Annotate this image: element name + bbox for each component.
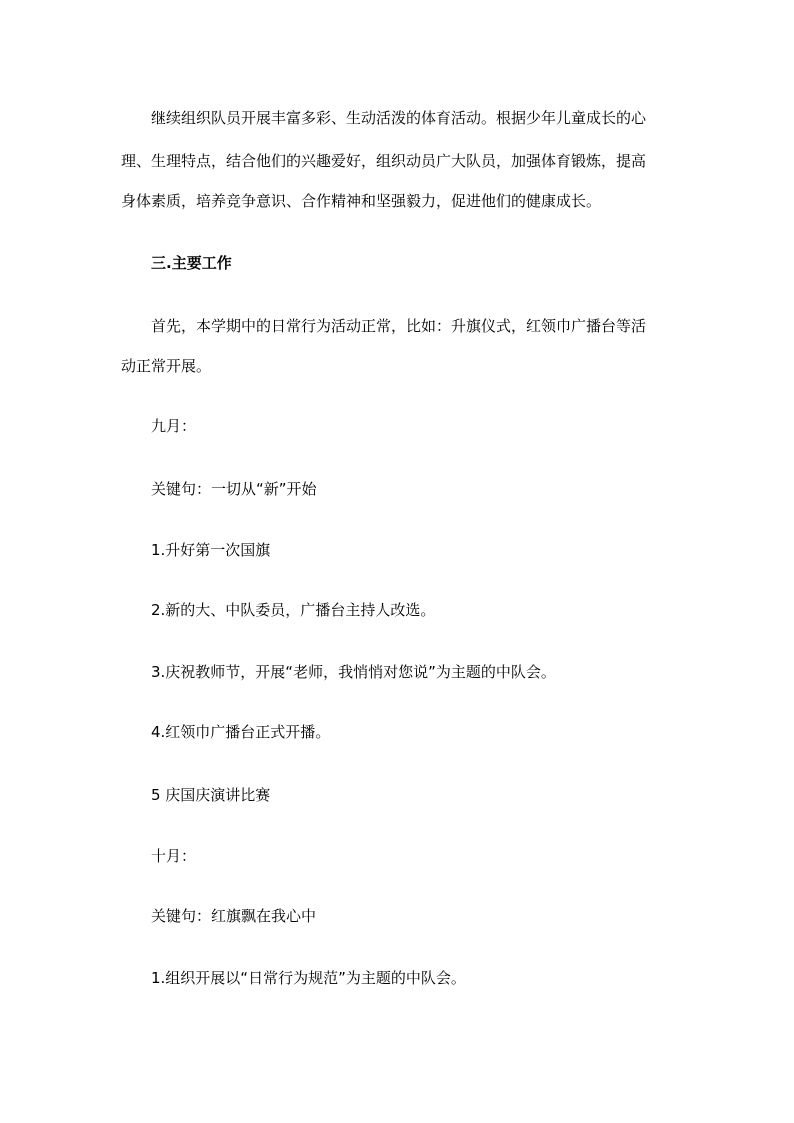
september-item: 1.升好第一次国旗 bbox=[151, 541, 271, 559]
september-item: 5 庆国庆演讲比赛 bbox=[151, 786, 271, 804]
paragraph-1-line-1: 继续组织队员开展丰富多彩、生动活泼的体育活动。根据少年儿童成长的心 bbox=[151, 109, 647, 127]
section-heading: 三.主要工作 bbox=[151, 254, 232, 272]
september-item: 2.新的大、中队委员，广播台主持人改选。 bbox=[151, 601, 436, 619]
october-label: 十月： bbox=[151, 847, 197, 865]
september-item: 4.红领巾广播台正式开播。 bbox=[151, 723, 331, 741]
paragraph-1-line-2: 理、生理特点，结合他们的兴趣爱好，组织动员广大队员，加强体育锻炼，提高 bbox=[121, 152, 647, 170]
september-keyword: 关键句：一切从“新”开始 bbox=[151, 480, 317, 498]
paragraph-1-line-3: 身体素质，培养竞争意识、合作精神和坚强毅力，促进他们的健康成长。 bbox=[121, 192, 602, 210]
october-item: 1.组织开展以“日常行为规范”为主题的中队会。 bbox=[151, 969, 466, 987]
october-keyword: 关键句：红旗飘在我心中 bbox=[151, 907, 317, 925]
paragraph-2-line-2: 动正常开展。 bbox=[121, 357, 212, 375]
september-label: 九月： bbox=[151, 417, 197, 435]
september-item: 3.庆祝教师节，开展“老师，我悄悄对您说”为主题的中队会。 bbox=[151, 663, 556, 681]
paragraph-2-line-1: 首先，本学期中的日常行为活动正常，比如：升旗仪式，红领巾广播台等活 bbox=[151, 317, 647, 335]
